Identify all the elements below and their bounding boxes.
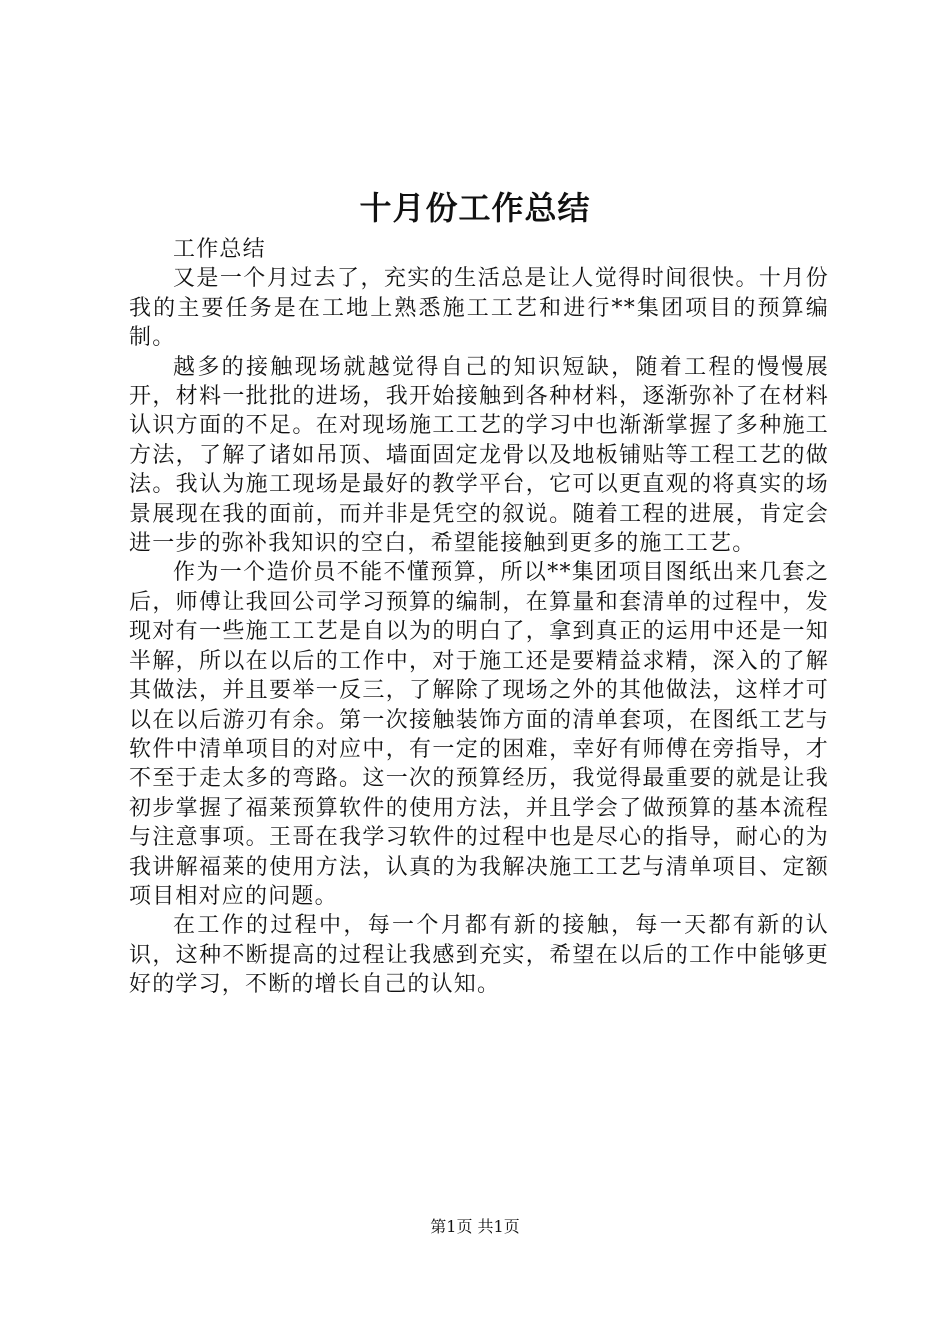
paragraph-2: 越多的接触现场就越觉得自己的知识短缺，随着工程的慢慢展开，材料一批批的进场，我开始接触到各种材料，逐渐弥补了在材料认识方面的不足。在对现场施工工艺的学习中也渐渐掌握了多种施工方法，了解了诸如吊顶、墙面固定龙骨以及地板铺贴等工程工艺的做法。我认为施工现场是最好的教学平台，它可以更直观的将真实的场景展现在我的面前，而并非是凭空的叙说。随着工程的进展，肯定会进一步的弥补我知识的空白，希望能接触到更多的施工工艺。 (129, 354, 829, 557)
paragraph-4: 在工作的过程中，每一个月都有新的接触，每一天都有新的认识，这种不断提高的过程让我感到充实，希望在以后的工作中能够更好的学习，不断的增长自己的认知。 (129, 913, 829, 998)
document-title: 十月份工作总结 (359, 189, 591, 227)
document-body (129, 235, 829, 1000)
paragraph-3: 作为一个造价员不能不懂预算，所以**集团项目图纸出来几套之后，师傅让我回公司学习预算的编制，在算量和套清单的过程中，发现对有一些施工工艺是自以为的明白了，拿到真正的运用中还是一知半解，所以在以后的工作中，对于施工还是要精益求精，深入的了解其做法，并且要举一反三，了解除了现场之外的其他做法，这样才可以在以后游刃有余。第一次接触装饰方面的清单套项，在图纸工艺与软件中清单项目的对应中，有一定的困难，幸好有师傅在旁指导，才不至于走太多的弯路。这一次的预算经历，我觉得最重要的就是让我初步掌握了福莱预算软件的使用方法，并且学会了做预算的基本流程与注意事项。王哥在我学习软件的过程中也是尽心的指导，耐心的为我讲解福莱的使用方法，认真的为我解决施工工艺与清单项目、定额项目相对应的问题。 (129, 560, 829, 909)
paragraph-1: 又是一个月过去了，充实的生活总是让人觉得时间很快。十月份我的主要任务是在工地上熟悉施工工艺和进行**集团项目的预算编制。 (129, 266, 829, 351)
page-footer: 第1页 共1页 (430, 1217, 520, 1236)
paragraph-heading: 工作总结 (173, 237, 266, 262)
